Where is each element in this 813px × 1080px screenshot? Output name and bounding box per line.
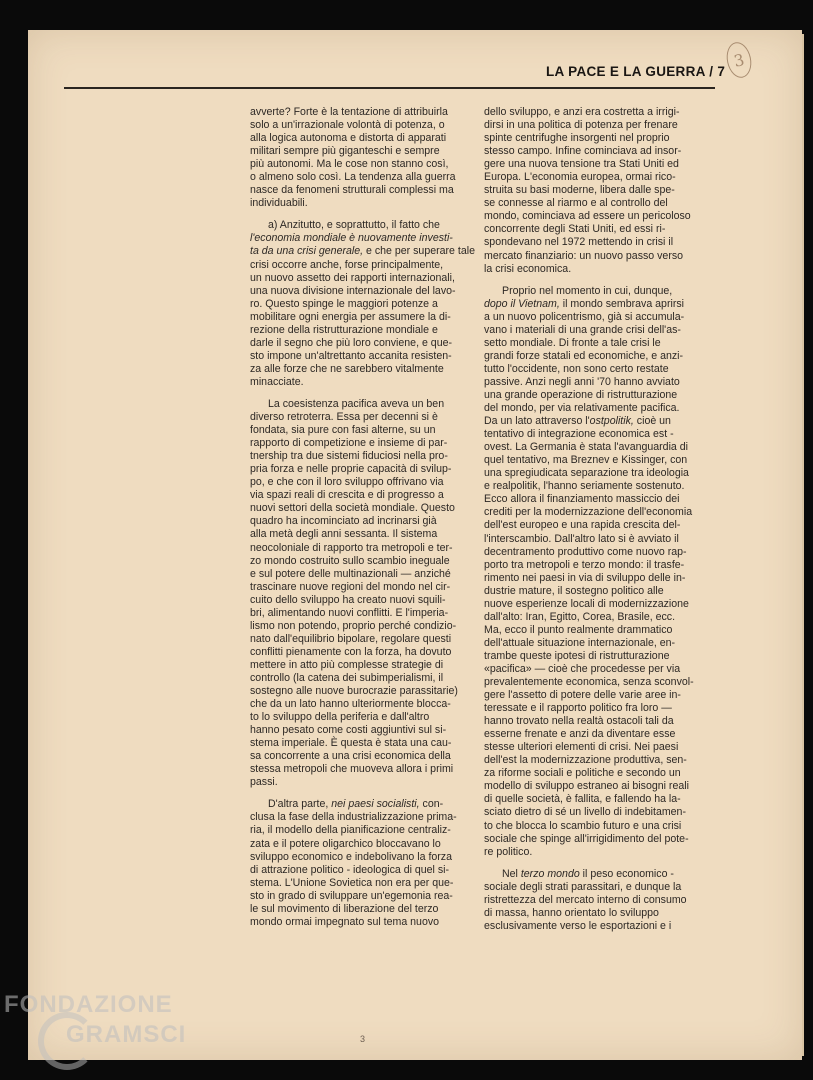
paragraph: Nel terzo mondo il peso economico - sociale degli strati parassitari, e dunque la ristrettezza del mercato interno di consumo di massa, hanno orientato lo sviluppo esclusivamente verso le esportazioni e i bbox=[484, 867, 687, 932]
paragraph: La coesistenza pacifica aveva un ben diverso retroterra. Essa per decenni si è fondata, sia pure con fasi alterne, su un rapporto di competizione e insieme di par- tnership tra due sistemi fiduciosi nella pro- pria forza e nelle proprie capacità di svilup- po, e che con il loro sviluppo offrivano via via spazi reali di crescita e di progresso a nuovi settori della società mondiale. Questo quadro ha incominciato ad incrinarsi già alla metà degli anni sessanta. Il sistema neocoloniale di rapporto tra metropoli e ter- zo mondo costruito sullo scambio ineguale e sul potere delle multinazionali — anziché trascinare nuove regioni del mondo nel cir- cuito dello sviluppo ha creato nuovi squili- bri, alimentando nuovi conflitti. E l'imperia- lismo non potendo, proprio perché condizio- nato dall'equilibrio bipolare, regolare questi conflitti pienamente con la forza, ha dovuto mettere in atto più complesse strategie di controllo (la catena dei subimperialismi, il sostegno alle nuove burocrazie parassitarie) che da un lato hanno ulteriormente blocca- to lo sviluppo della periferia e dall'altro hanno pesato come costi aggiuntivi sul si- stema imperiale. È questa è stata una cau- sa concorrente a una crisi economica della stessa metropoli che muoveva allora i primi passi. bbox=[250, 397, 458, 789]
header-rule bbox=[64, 87, 715, 89]
article-column-right bbox=[484, 106, 714, 942]
paragraph: dello sviluppo, e anzi era costretta a irrigi- dirsi in una politica di potenza per frenare spinte centrifughe insorgenti nel proprio stesso campo. Infine cominciava ad insor- gere una nuova tensione tra Stati Uniti ed Europa. L'economia europea, ormai rico- struita su basi moderne, libera dalle spe- se connesse al riarmo e al controllo del mondo, cominciava ad essere un pericoloso concorrente degli Stati Uniti, ed essi ri- spondevano nel 1972 mettendo in crisi il mercato finanziario: un nuovo passo verso la crisi economica. bbox=[484, 106, 691, 275]
page-header-title: LA PACE E LA GUERRA / 7 bbox=[546, 64, 726, 79]
paragraph: D'altra parte, nei paesi socialisti, con- clusa la fase della industrializzazione prima- ria, il modello della pianificazione centraliz- zata e il potere oligarchico bloccavano lo sviluppo economico e indebolivano la forza di attrazione politico - ideologica di quel si- stema. L'Unione Sovietica non era per que- sto in grado di sviluppare un'egemonia rea- le sul movimento di liberazione del terzo mondo ormai impegnato sul tema nuovo bbox=[250, 798, 457, 928]
handwritten-page-number: 3 bbox=[724, 40, 755, 80]
watermark-line1: FONDAZIONE bbox=[4, 991, 173, 1018]
footer-mark: 3 bbox=[360, 1034, 366, 1044]
paragraph: avverte? Forte è la tentazione di attribuirla solo a un'irrazionale volontà di potenza, o alla logica autonoma e distorta di apparati militari sempre più giganteschi e sempre più autonomi. Ma le cose non stanno così, o almeno solo così. La tendenza alla guerra nasce da fenomeni strutturali complessi ma individuabili. bbox=[250, 106, 456, 210]
paragraph: Proprio nel momento in cui, dunque, dopo il Vietnam, il mondo sembrava aprirsi a un nuovo policentrismo, già si accumula- vano i materiali di una grande crisi dell'as- setto mondiale. Di fronte a tale crisi le grandi forze statali ed economiche, e anzi- tutto l'occidente, non sono certo restate passive. Anzi negli anni '70 hanno avviato una grande operazione di ristrutturazione del mondo, per via relativamente pacifica. Da un lato attraverso l'ostpolitik, cioè un tentativo di integrazione economica est - ovest. La Germania è stata l'avanguardia di quel tentativo, ma Breznev e Kissinger, con una spregiudicata separazione tra ideologia e realpolitik, l'hanno seriamente sostenuto. Ecco allora il finanziamento massiccio dei crediti per la modernizzazione dell'economia dell'est europeo e una rapida crescita del- l'interscambio. Dall'altro lato si è avviato il decentramento produttivo come nuovo rap- porto tra metropoli e terzo mondo: il trasfe- rimento nei paesi in via di sviluppo delle in- dustrie mature, il sostegno politico alle nuove esperienze locali di modernizzazione dall'alto: Iran, Egitto, Corea, Brasile, ecc. Ma, ecco il punto realmente drammatico dell'attuale situazione internazionale, en- trambe queste ipotesi di ristrutturazione «pacifica» — cioè che procedesse per via prevalentemente economica, senza sconvol- gere l'assetto di potere delle varie aree in- teressate e il rapporto politico fra loro — hanno trovato nella realtà ostacoli tali da esserne frenate e anzi da diventare esse stesse ulteriori elementi di crisi. Nei paesi dell'est la modernizzazione produttiva, sen- za riforme sociali e politiche e secondo un modello di sviluppo estraneo ai bisogni reali di quelle società, è fallita, e fallendo ha la- sciato dietro di sé un livello di indebitamen- to che blocca lo scambio futuro e una crisi sociale che spinge all'irrigidimento del pote- re politico. bbox=[484, 284, 694, 858]
article-column-left bbox=[250, 106, 480, 938]
fondazione-gramsci-watermark bbox=[4, 990, 186, 1050]
paragraph: a) Anzitutto, e soprattutto, il fatto che l'economia mondiale è nuovamente investi- ta da una crisi generale, e che per superare tale crisi occorre anche, forse principalmente, un nuovo assetto dei rapporti internazionali, una nuova divisione internazionale del lavo- ro. Questo spinge le maggiori potenze a mobilitare ogni energia per assumere la di- rezione della ristrutturazione mondiale e darle il segno che più loro conviene, e que- sto impone un'altrettanto accanita resisten- za alle forze che ne sarebbero vitalmente minacciate. bbox=[250, 219, 475, 388]
watermark-swirl-icon bbox=[38, 1012, 96, 1070]
watermark-line2: GRAMSCI bbox=[66, 1021, 187, 1048]
